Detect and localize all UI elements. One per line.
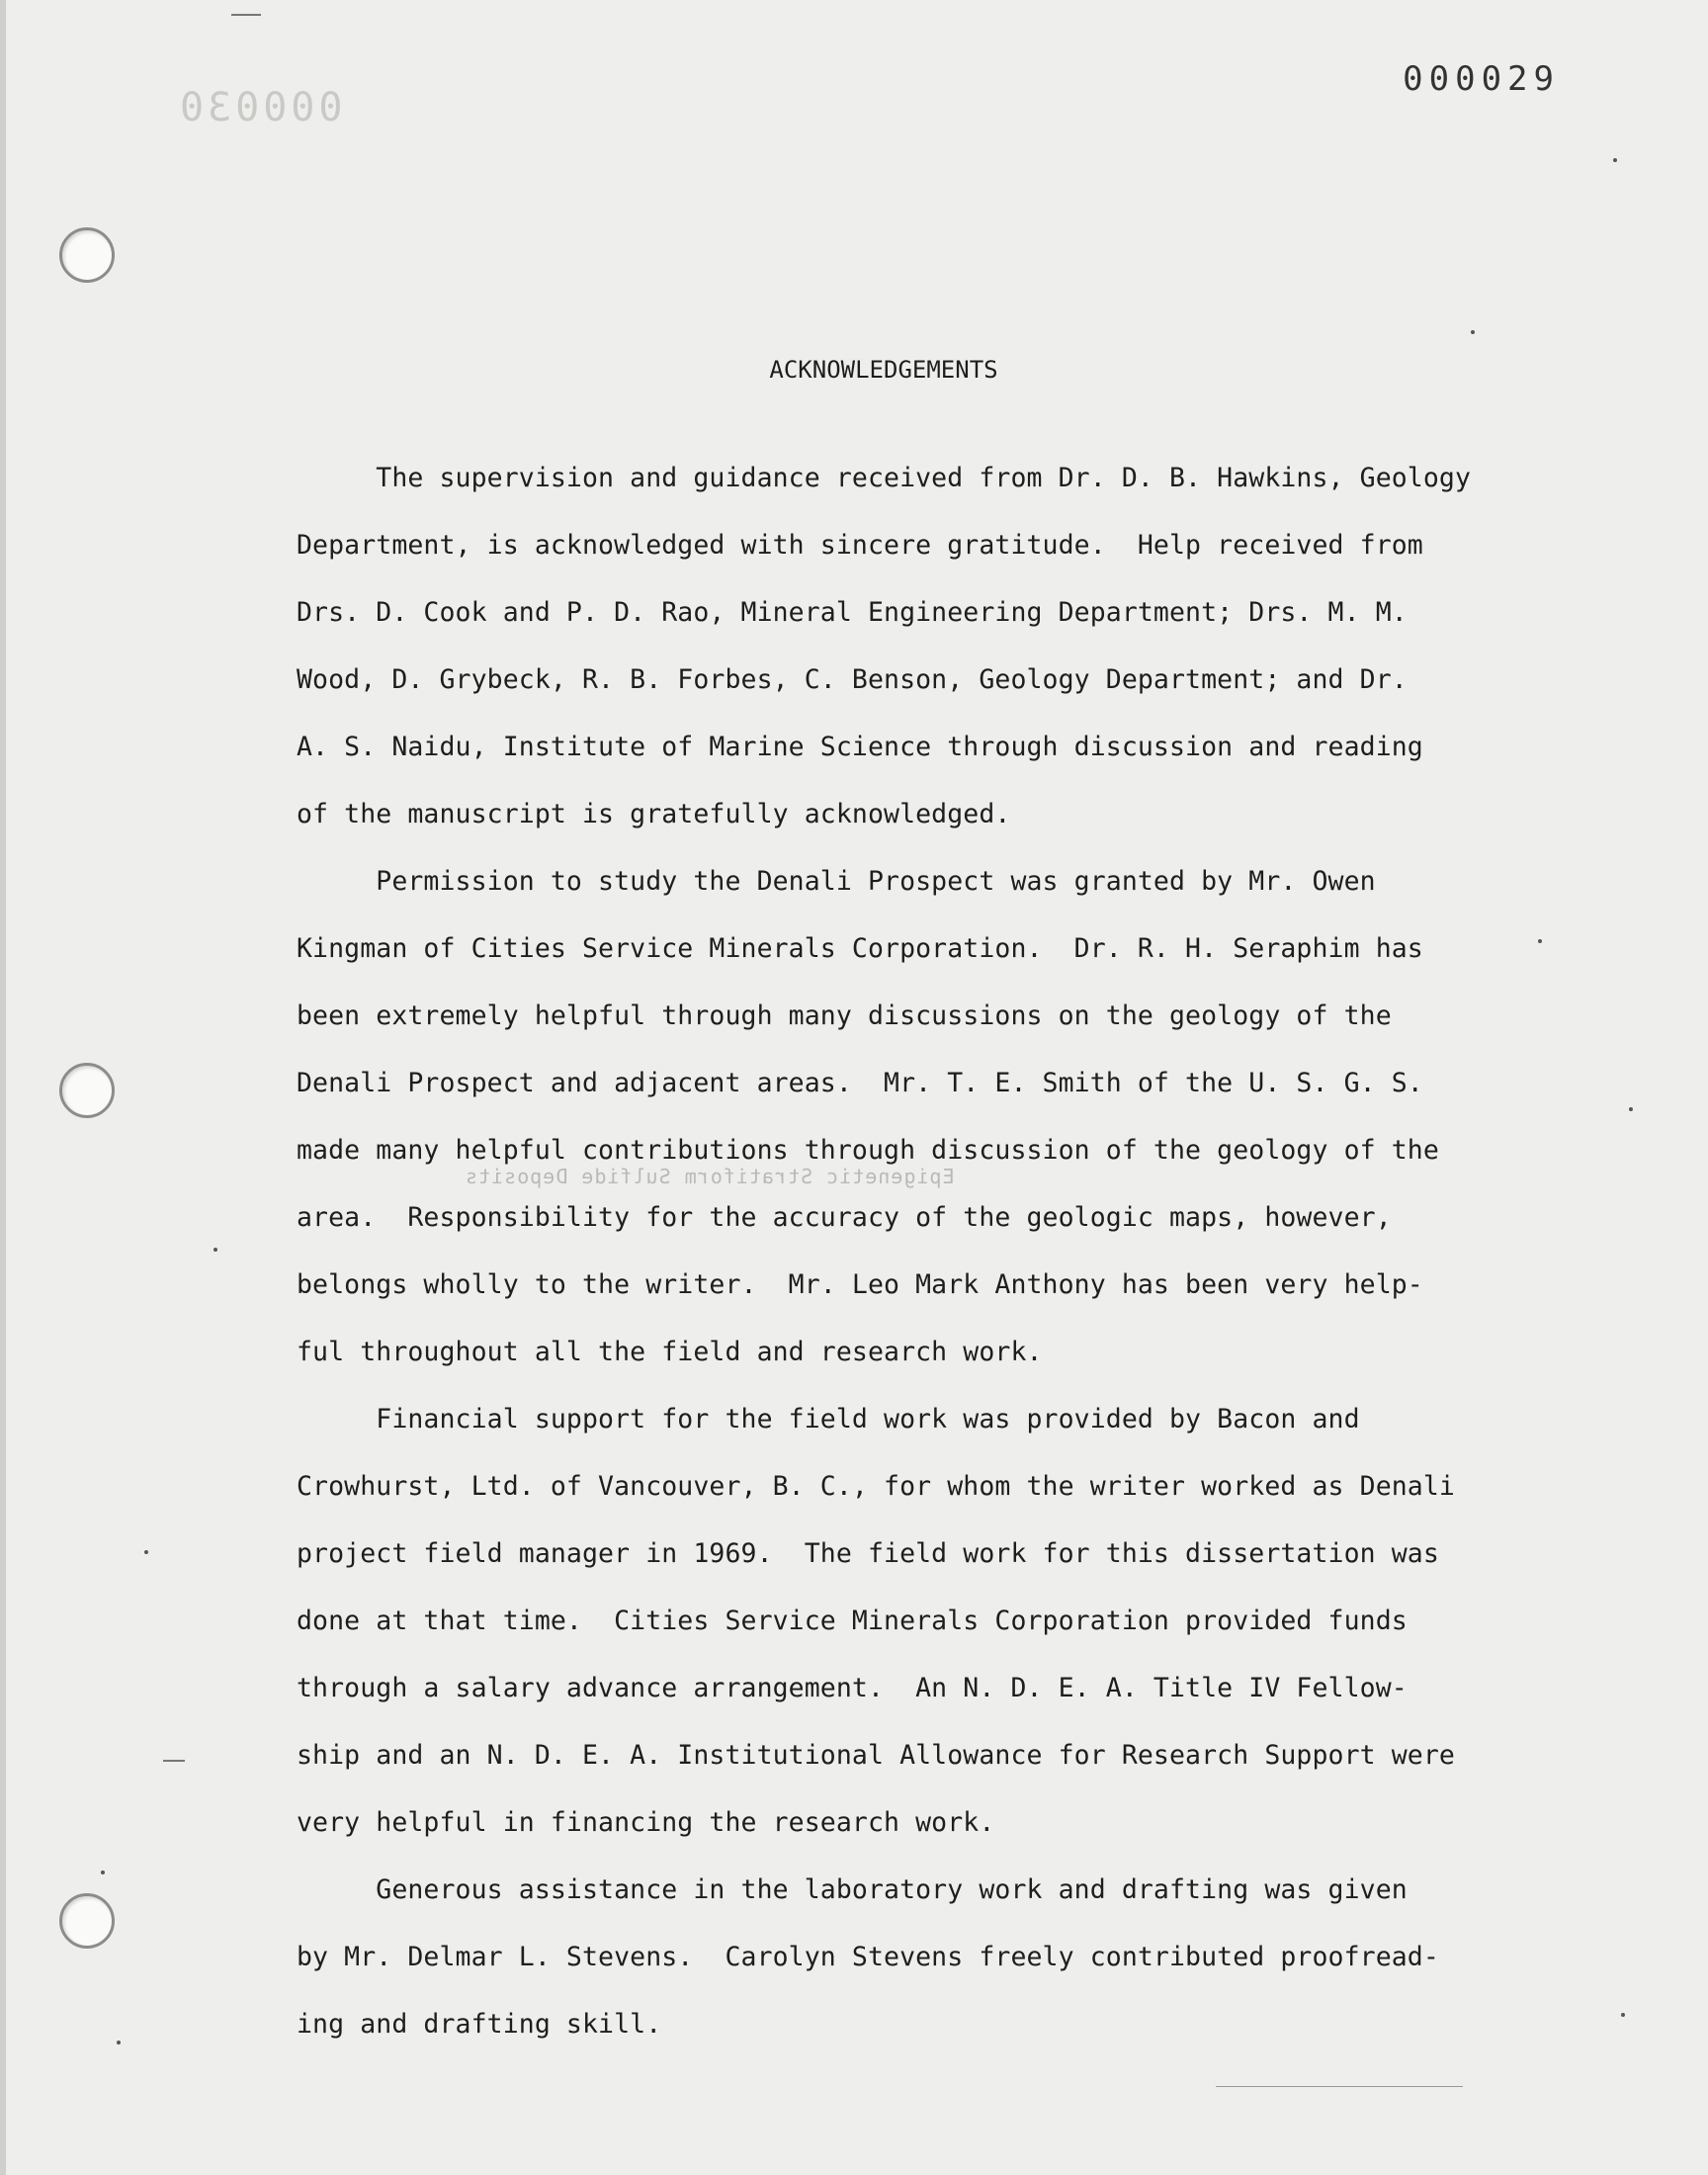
scan-speck (214, 1248, 217, 1252)
acknowledgements-body (297, 445, 1562, 2058)
text-line: area. Responsibility for the accuracy of the geologic maps, however, (297, 1202, 1392, 1233)
text-line: Permission to study the Denali Prospect was granted by Mr. Owen (297, 866, 1376, 897)
text-line: by Mr. Delmar L. Stevens. Carolyn Stevens freely contributed proofread- (297, 1942, 1439, 1972)
page-title: ACKNOWLEDGEMENTS (769, 356, 998, 384)
text-line: of the manuscript is gratefully acknowledged. (297, 799, 1011, 829)
scan-speck (101, 1870, 105, 1874)
text-line: ful throughout all the field and research work. (297, 1337, 1043, 1367)
text-line: been extremely helpful through many discussions on the geology of the (297, 1000, 1392, 1031)
text-line: Kingman of Cities Service Minerals Corporation. Dr. R. H. Seraphim has (297, 933, 1423, 964)
page-number: 000029 (1403, 59, 1560, 99)
bleed-through-page-number: 000030 (176, 85, 343, 130)
text-line: ship and an N. D. E. A. Institutional Allowance for Research Support were (297, 1740, 1455, 1771)
text-line: Denali Prospect and adjacent areas. Mr. T. E. Smith of the U. S. G. S. (297, 1068, 1423, 1098)
scan-speck (1621, 2013, 1625, 2017)
text-line: Financial support for the field work was provided by Bacon and (297, 1404, 1360, 1435)
text-line: Drs. D. Cook and P. D. Rao, Mineral Engineering Department; Drs. M. M. (297, 597, 1408, 628)
text-line: ing and drafting skill. (297, 2009, 662, 2040)
scan-speck (144, 1550, 148, 1554)
text-line: through a salary advance arrangement. An N. D. E. A. Title IV Fellow- (297, 1673, 1408, 1703)
text-line: very helpful in financing the research work. (297, 1807, 995, 1838)
text-line: project field manager in 1969. The field work for this dissertation was (297, 1538, 1439, 1569)
text-line: Crowhurst, Ltd. of Vancouver, B. C., for whom the writer worked as Denali (297, 1471, 1455, 1502)
bleed-through-text: Epigenetic Stratiform Sulfide Deposits (465, 1165, 955, 1188)
text-line: Generous assistance in the laboratory work and drafting was given (297, 1874, 1408, 1905)
text-line: belongs wholly to the writer. Mr. Leo Mark Anthony has been very help- (297, 1269, 1423, 1300)
scan-speck (1471, 330, 1475, 334)
scan-speck (1538, 939, 1542, 943)
text-line: The supervision and guidance received from Dr. D. B. Hawkins, Geology (297, 463, 1472, 493)
punch-hole-bottom (59, 1893, 115, 1949)
punch-hole-top (59, 227, 115, 283)
scan-mark (1216, 2086, 1463, 2087)
scan-speck (1629, 1107, 1633, 1111)
text-line: made many helpful contributions through discussion of the geology of the (297, 1135, 1439, 1166)
text-line: Wood, D. Grybeck, R. B. Forbes, C. Benson, Geology Department; and Dr. (297, 664, 1408, 695)
scan-speck (1613, 158, 1617, 162)
scan-speck (117, 2041, 121, 2044)
scan-mark (231, 14, 261, 16)
text-line: done at that time. Cities Service Minerals Corporation provided funds (297, 1606, 1408, 1636)
punch-hole-middle (59, 1063, 115, 1118)
text-line: Department, is acknowledged with sincere gratitude. Help received from (297, 530, 1423, 561)
scan-mark (163, 1760, 185, 1762)
text-line: A. S. Naidu, Institute of Marine Science through discussion and reading (297, 732, 1423, 762)
